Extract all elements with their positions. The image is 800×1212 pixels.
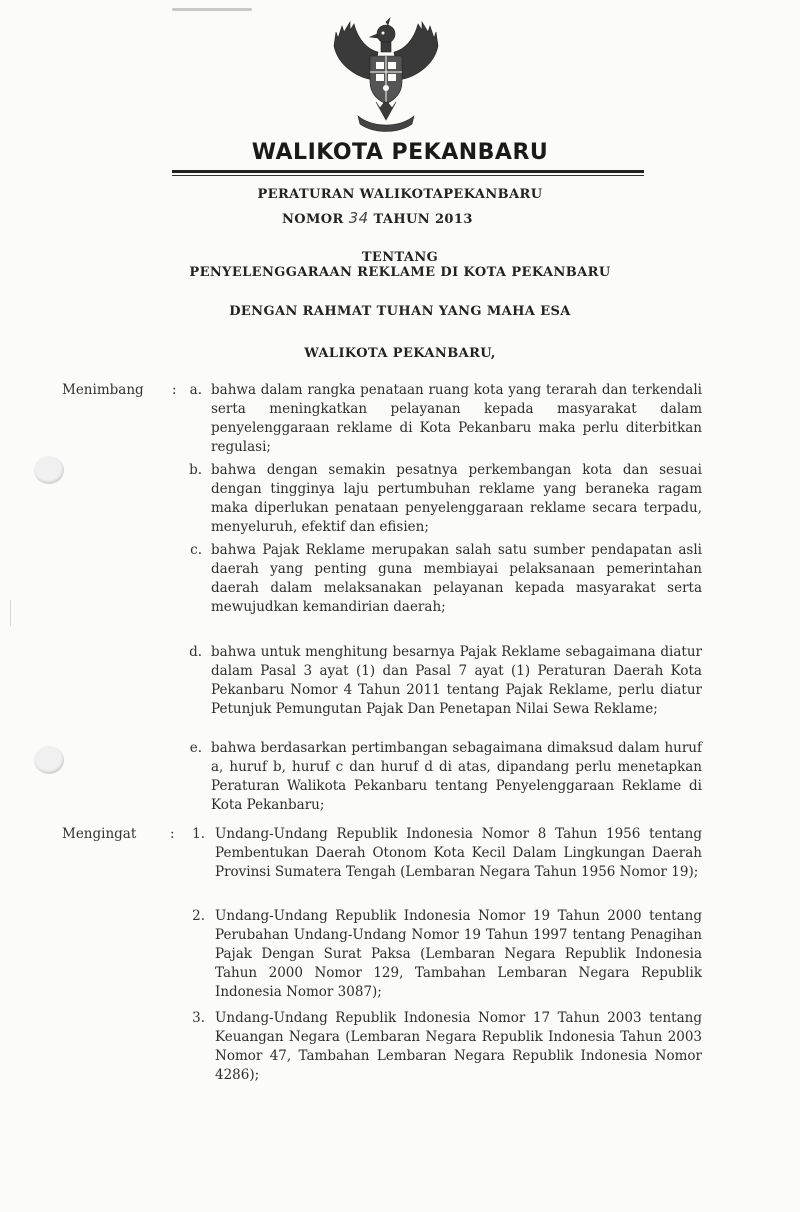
mengingat-item-3: Undang-Undang Republik Indonesia Nomor 17 Tahun 2003 tentang Keuangan Negara (Lembaran Negara Republik Indonesia Tahun 2003 Nomor 47, Tambahan Lembaran Negara Republik Indonesia Nomor 4286); — [215, 1010, 702, 1083]
garuda-emblem — [328, 16, 444, 142]
number-prefix: NOMOR — [282, 212, 344, 227]
mengingat-label: Mengingat — [62, 826, 137, 842]
mengingat-marker-3: 3. — [192, 1010, 205, 1026]
grace-formula: DENGAN RAHMAT TUHAN YANG MAHA ESA — [229, 304, 571, 319]
menimbang-marker-b: b. — [189, 462, 202, 478]
number-suffix: TAHUN 2013 — [373, 212, 473, 227]
mengingat-item-2: Undang-Undang Republik Indonesia Nomor 19 Tahun 2000 tentang Perubahan Undang-Undang Nomor 19 Tahun 1997 tentang Penagihan Pajak Dengan Surat Paksa (Lembaran Negara Republik Indonesia Tahun 2000 Nomor 129, Tambahan Lembaran Negara Republik Indonesia Nomor 3087); — [215, 908, 702, 1000]
menimbang-marker-e: e. — [189, 740, 202, 756]
scan-artifact — [172, 8, 252, 11]
menimbang-marker-c: c. — [190, 542, 202, 558]
mengingat-marker-1: 1. — [192, 826, 205, 842]
menimbang-item-b: bahwa dengan semakin pesatnya perkembangan kota dan sesuai dengan tingginya laju pertumbuhan reklame yang beraneka ragam maka diperlukan penataan penyelenggaraan reklame secara terpadu, menyeluruh, efektif dan efisien; — [211, 462, 702, 535]
regulation-subject: PENYELENGGARAAN REKLAME DI KOTA PEKANBARU — [189, 265, 611, 280]
menimbang-marker-a: a. — [189, 382, 202, 398]
menimbang-label: Menimbang — [62, 382, 144, 398]
header-rule-thin — [172, 175, 644, 176]
mengingat-marker-2: 2. — [192, 908, 205, 924]
punch-hole-bottom — [34, 746, 64, 774]
menimbang-colon: : — [172, 382, 177, 398]
about-label: TENTANG — [361, 250, 439, 265]
regulation-number — [282, 209, 473, 227]
menimbang-item-a: bahwa dalam rangka penataan ruang kota yang terarah dan terkendali serta meningkatkan pelayanan kepada masyarakat dalam penyelenggaraan reklame di Kota Pekanbaru maka perlu diterbitkan regulasi; — [211, 382, 702, 455]
punch-hole-top — [34, 456, 64, 484]
authority-line: WALIKOTA PEKANBARU, — [304, 346, 496, 361]
mengingat-colon: : — [170, 826, 175, 842]
number-value: 34 — [348, 209, 369, 227]
menimbang-marker-d: d. — [189, 644, 202, 660]
issuer-title: WALIKOTA PEKANBARU — [251, 140, 549, 165]
regulation-title: PERATURAN WALIKOTAPEKANBARU — [257, 187, 543, 202]
menimbang-item-e: bahwa berdasarkan pertimbangan sebagaimana dimaksud dalam huruf a, huruf b, huruf c dan huruf d di atas, dipandang perlu menetapkan Peraturan Walikota Pekanbaru tentang Penyelenggaraan Reklame di Kota Pekanbaru; — [211, 740, 702, 813]
mengingat-item-1: Undang-Undang Republik Indonesia Nomor 8 Tahun 1956 tentang Pembentukan Daerah Otonom Kota Kecil Dalam Lingkungan Daerah Provinsi Sumatera Tengah (Lembaran Negara Tahun 1956 Nomor 19); — [215, 826, 702, 880]
menimbang-item-d: bahwa untuk menghitung besarnya Pajak Reklame sebagaimana diatur dalam Pasal 3 ayat (1) dan Pasal 7 ayat (1) Peraturan Daerah Kota Pekanbaru Nomor 4 Tahun 2011 tentang Pajak Reklame, perlu diatur Petunjuk Pemungutan Pajak Dan Penetapan Nilai Sewa Reklame; — [211, 644, 702, 717]
scan-edge-mark — [10, 600, 11, 626]
menimbang-item-c: bahwa Pajak Reklame merupakan salah satu sumber pendapatan asli daerah yang penting guna membiayai pelaksanaan pemerintahan daerah dalam melaksanakan pelayanan kepada masyarakat serta mewujudkan kemandirian daerah; — [211, 542, 702, 615]
header-rule-thick — [172, 170, 644, 173]
